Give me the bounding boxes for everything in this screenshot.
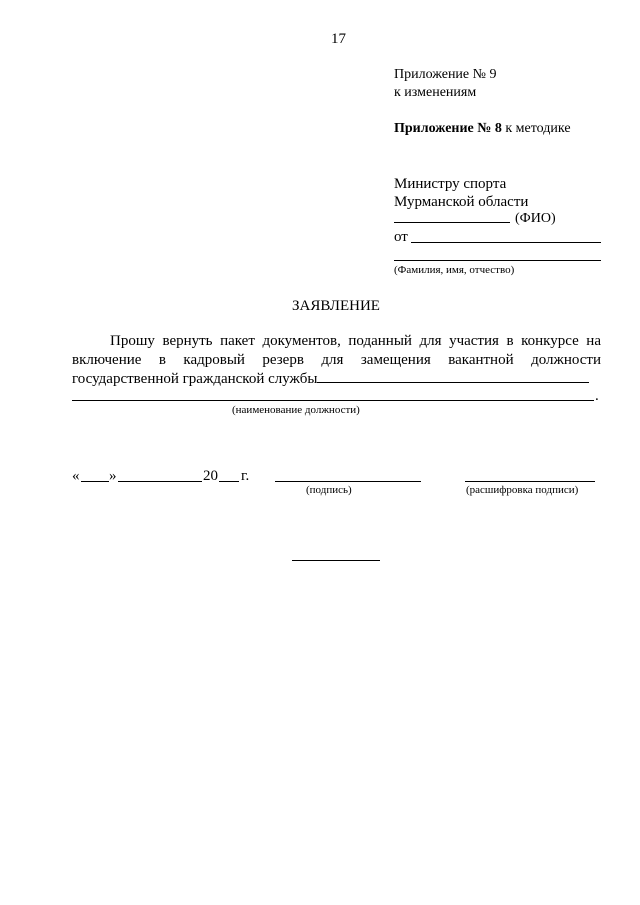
signature-blank-line [275,481,421,482]
month-blank-line [118,481,202,482]
name-caption: (Фамилия, имя, отчество) [394,264,515,276]
position-blank-inline [317,370,589,383]
from-label: от [394,229,408,245]
body-paragraph [72,332,601,389]
fio-label: (ФИО) [515,211,556,226]
end-period: . [595,388,599,404]
year-suffix: г. [241,468,250,484]
document-title: ЗАЯВЛЕНИЕ [292,298,380,314]
year-prefix: 20 [203,468,218,484]
to-changes-line: к изменениям [394,85,477,100]
appendix-line: Приложение № 9 [394,67,497,82]
fio-blank-line [394,222,510,223]
position-blank-line [72,400,594,401]
addressee-line2: Мурманской области [394,194,529,210]
appendix8-line [394,120,571,137]
appendix8-bold: Приложение № 8 [394,121,502,136]
date-quote-open: « [72,468,80,484]
name-blank-line [394,260,601,261]
closing-separator [292,560,380,561]
date-quote-close: » [109,468,117,484]
decode-caption: (расшифровка подписи) [466,484,579,496]
from-blank-line [411,242,601,243]
position-caption: (наименование должности) [232,404,360,416]
day-blank-line [81,481,109,482]
body-line-2: включение в кадровый резерв для замещения вакантной должности [72,352,601,368]
body-line-1: Прошу вернуть пакет документов, поданный для участия в конкурсе на [110,333,601,349]
addressee-line1: Министру спорта [394,176,507,192]
body-line-3: государственной гражданской службы [72,370,601,389]
page-number: 17 [331,31,346,47]
decode-blank-line [465,481,595,482]
year-blank-line [219,481,239,482]
signature-caption: (подпись) [306,484,352,496]
appendix8-rest: к методике [501,121,571,136]
